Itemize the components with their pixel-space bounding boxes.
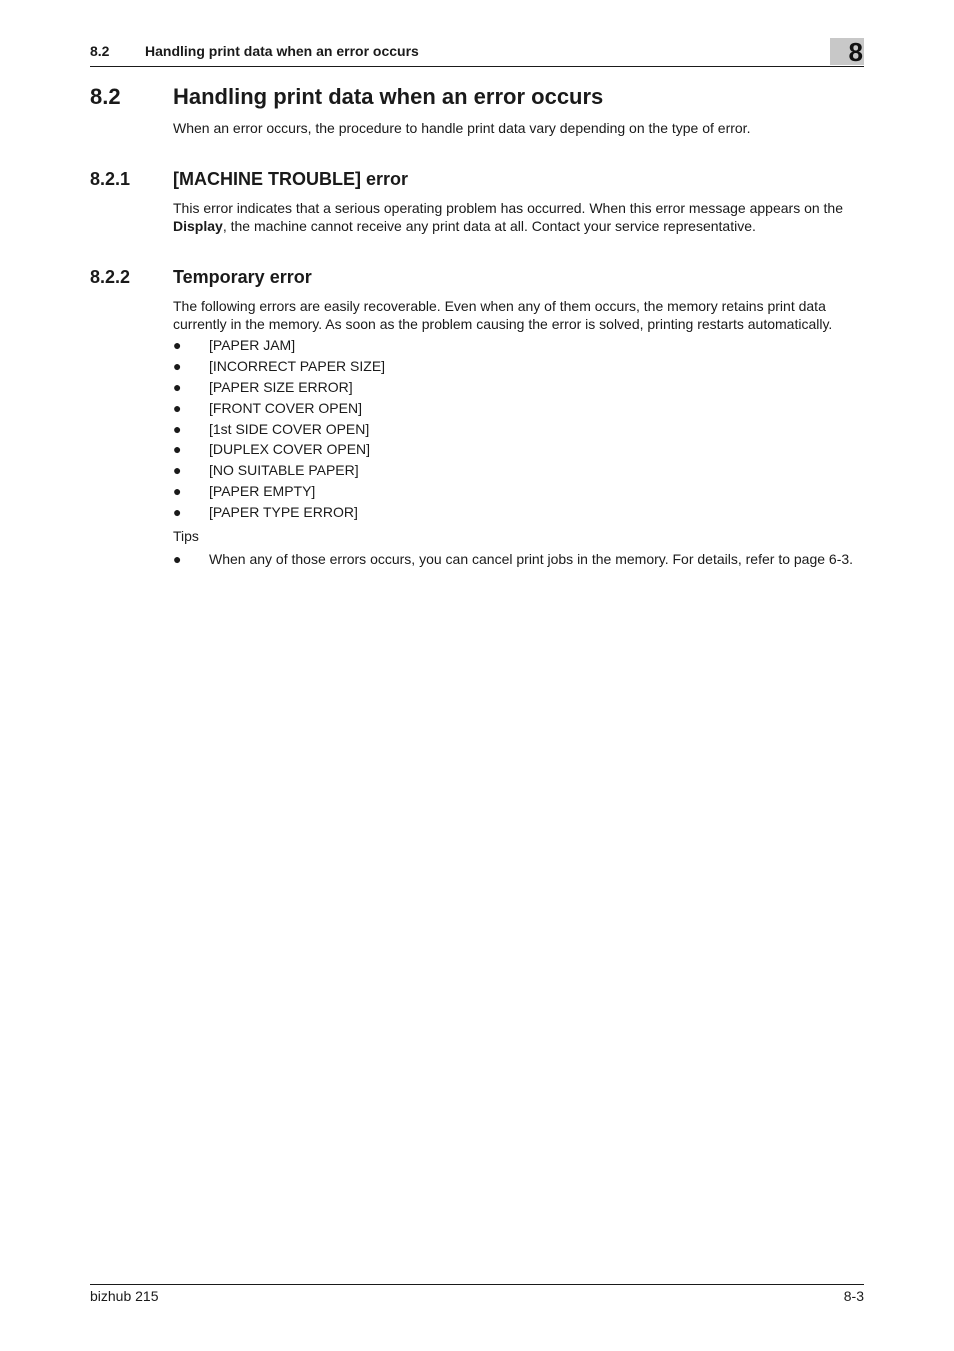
display-keyword: Display [173,217,223,234]
bullet-icon: ● [173,399,182,416]
error-name: [PAPER SIZE ERROR] [209,378,353,395]
section-heading-number: 8.2 [90,84,121,109]
bullet-icon: ● [173,462,182,479]
subsection-title: Temporary error [173,267,312,287]
list-item [173,335,385,356]
error-name: [PAPER TYPE ERROR] [209,504,358,521]
bullet-icon: ● [173,420,182,437]
header-section-title: Handling print data when an error occurs [145,43,419,59]
bullet-icon: ● [173,357,182,374]
list-item [173,439,385,460]
bullet-icon: ● [173,504,182,521]
subsection-heading-machine-trouble [90,169,408,190]
tips-label: Tips [173,528,199,544]
header-section-number: 8.2 [90,43,110,59]
subsection-number: 8.2.2 [90,267,131,287]
bullet-icon: ● [173,483,182,500]
bullet-icon: ● [173,378,182,395]
section-intro: When an error occurs, the procedure to handle print data vary depending on the type of error. [173,120,751,136]
page-footer [90,1284,864,1304]
section-heading-title: Handling print data when an error occurs [173,84,604,109]
subsection-title: [MACHINE TROUBLE] error [173,169,409,189]
bullet-icon: ● [173,337,182,353]
error-name: [PAPER JAM] [209,337,296,353]
subsection-number: 8.2.1 [90,169,131,189]
list-item [173,356,385,377]
error-name: [1st SIDE COVER OPEN] [209,420,370,437]
error-name: [NO SUITABLE PAPER] [209,462,359,479]
error-name: [PAPER EMPTY] [209,483,316,500]
section-heading [90,84,603,110]
machine-trouble-text [173,200,873,235]
list-item [173,460,385,481]
footer-product: bizhub 215 [90,1288,159,1304]
error-list [173,335,385,523]
tip-text: When any of those errors occurs, you can cancel print jobs in the memory. For details, refer to page 6-3. [209,551,854,567]
list-item [173,419,385,440]
list-item [173,398,385,419]
error-name: [INCORRECT PAPER SIZE] [209,357,386,374]
machine-trouble-text-part1: This error indicates that a serious operating problem has occurred. When this error message appears on the [173,200,844,216]
tips-list [173,549,853,570]
chapter-number: 8 [848,37,863,67]
temporary-error-intro: The following errors are easily recoverable. Even when any of them occurs, the memory retains print data currently in the memory. As soon as the problem causing the error is solved, printing restarts automatically. [173,298,833,332]
machine-trouble-text-part2: , the machine cannot receive any print data at all. Contact your service representative. [222,217,756,234]
bullet-icon: ● [173,551,182,567]
chapter-tab [830,38,864,65]
subsection-heading-temporary-error [90,267,312,288]
footer-page-number: 8-3 [843,1288,864,1304]
list-item [173,502,385,523]
bullet-icon: ● [173,441,182,458]
list-item [173,481,385,502]
tip-item [173,549,853,570]
list-item [173,377,385,398]
running-header [90,37,864,67]
error-name: [FRONT COVER OPEN] [209,399,362,416]
error-name: [DUPLEX COVER OPEN] [209,441,371,458]
